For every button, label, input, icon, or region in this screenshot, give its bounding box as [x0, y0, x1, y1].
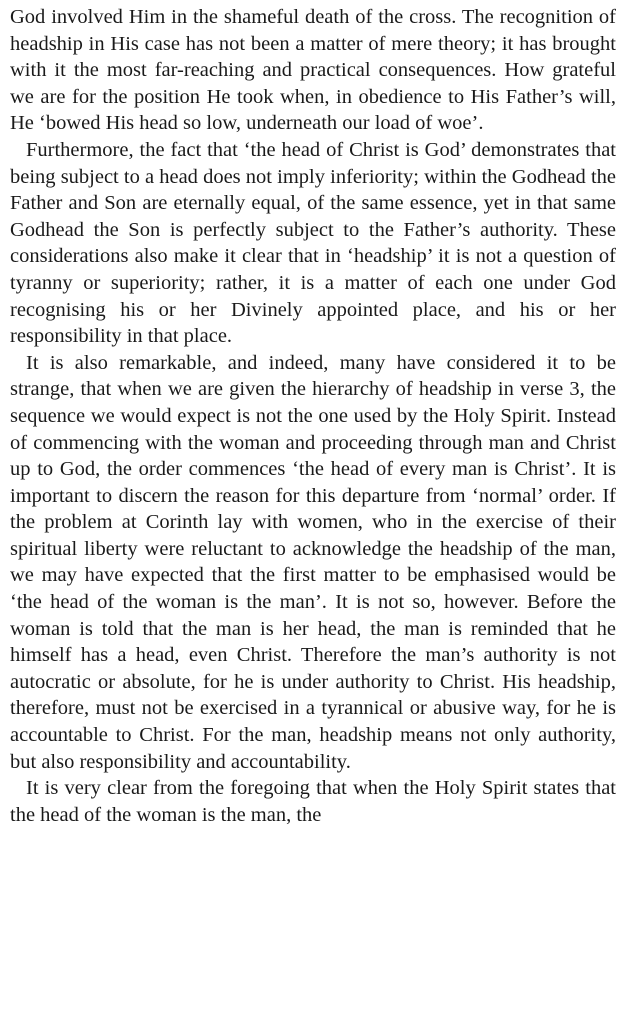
paragraph-furthermore: Furthermore, the fact that ‘the head of Christ is God’ demonstrates that being subject to a head does not imply inferiority; within the Godhead the Father and Son are eternally equal, of the same essence, yet in that same Godhead the Son is perfectly subject to the Father’s authority. These considerations also make it clear that in ‘headship’ it is not a question of tyranny or superiority; rather, it is a matter of each one under God recognising his or her Divinely appointed place, and his or her responsibility in that place. — [10, 138, 616, 348]
paragraph-continued: God involved Him in the shameful death of the cross. The recognition of headship in His case has not been a matter of mere theory; it has brought with it the most far-reaching and practical consequences. How grateful we are for the position He took when, in obedience to His Father’s will, He ‘bowed His head so low, underneath our load of woe’. — [10, 6, 616, 135]
paragraph-foregoing: It is very clear from the foregoing that when the Holy Spirit states that the head of the woman is the man, the — [10, 777, 616, 826]
paragraph-remarkable: It is also remarkable, and indeed, many have considered it to be strange, that when we are given the hierarchy of headship in verse 3, the sequence we would expect is not the one used by the Holy Spirit. Instead of commencing with the woman and proceeding through man and Christ up to God, the order commences ‘the head of every man is Christ’. It is important to discern the reason for this departure from ‘normal’ order. If the problem at Corinth lay with women, who in the exercise of their spiritual liberty were reluctant to acknowledge the headship of the man, we may have expected that the first matter to be emphasised would be ‘the head of the woman is the man’. It is not so, however. Before the woman is told that the man is her head, the man is reminded that he himself has a head, even Christ. Therefore the man’s authority is not autocratic or absolute, for he is under authority to Christ. His headship, therefore, must not be exercised in a tyrannical or abusive way, for he is accountable to Christ. For the man, headship means not only authority, but also responsibility and accountability. — [10, 351, 616, 773]
document-page — [0, 4, 626, 1028]
